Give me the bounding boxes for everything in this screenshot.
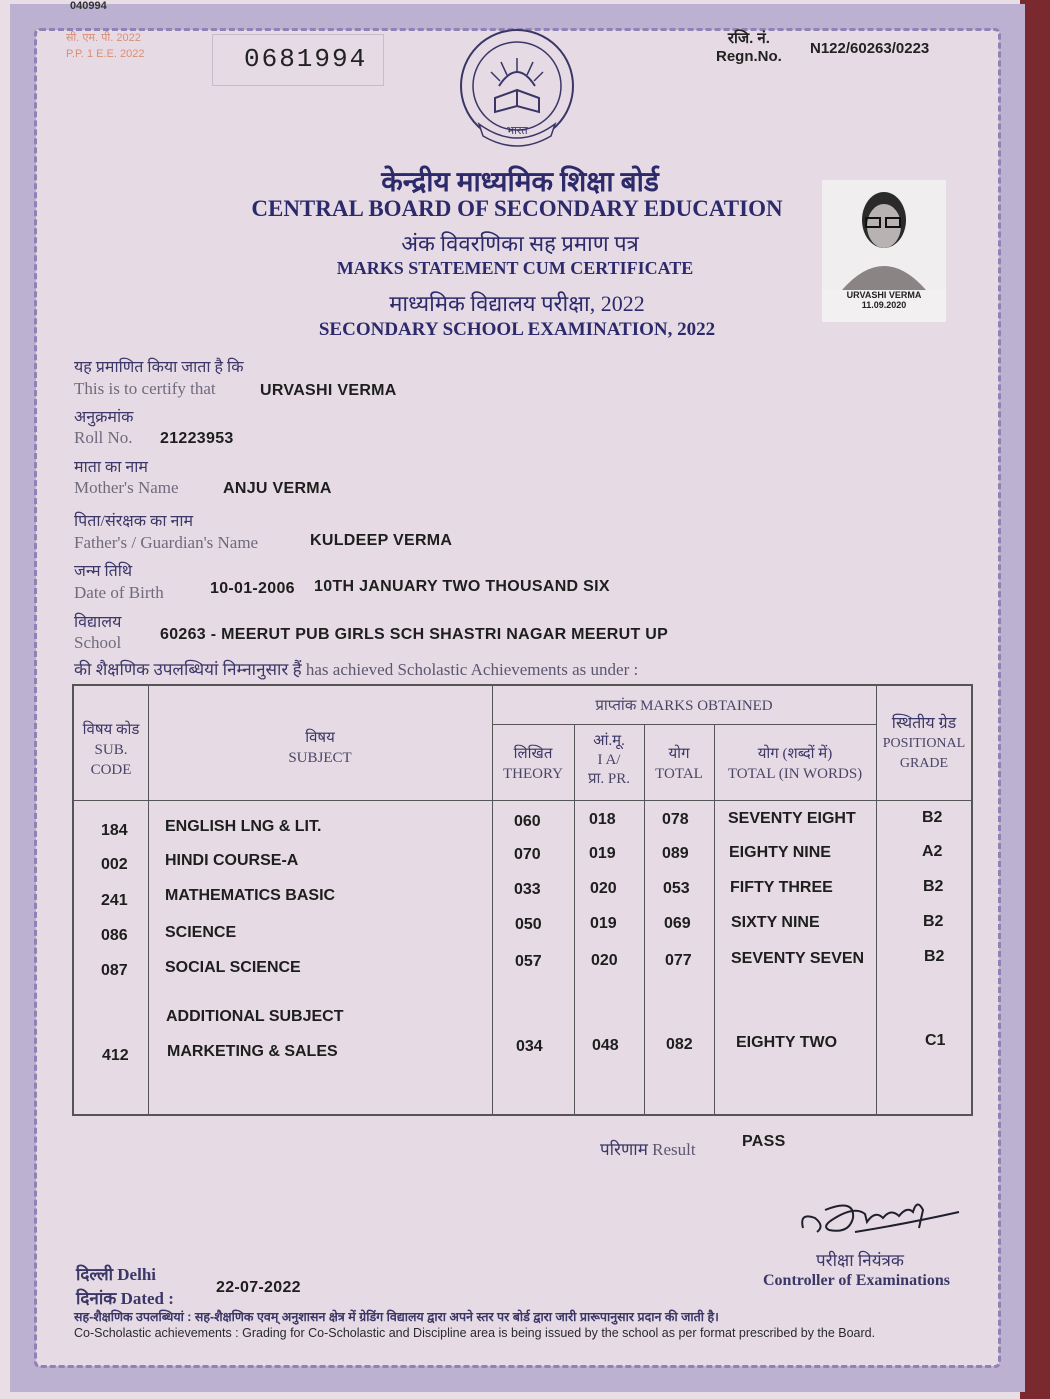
row-words: SEVENTY SEVEN	[731, 950, 865, 967]
row-total: 077	[665, 952, 692, 969]
row-ia: 018	[589, 811, 616, 828]
row-subject: ENGLISH LNG & LIT.	[165, 818, 322, 835]
col-ia-en: I A/	[597, 752, 621, 768]
row-theory: 057	[515, 953, 542, 970]
exam-title-hi: माध्यमिक विद्यालय परीक्षा, 2022	[389, 291, 645, 316]
col-ia-header	[574, 732, 644, 789]
controller-label-hi: परीक्षा नियंत्रक	[816, 1251, 904, 1270]
row-total: 069	[664, 915, 691, 932]
place-en: Delhi	[117, 1265, 157, 1284]
row-code: 002	[101, 856, 128, 873]
regn-number: N122/60263/0223	[810, 40, 930, 57]
col-ia-hi: आं.मू.	[593, 733, 625, 749]
col-code-hi: विषय कोड	[82, 722, 140, 738]
dated-en: Dated :	[120, 1289, 174, 1308]
col-grade-en-1: POSITIONAL	[882, 736, 966, 751]
place-hi: दिल्ली	[76, 1265, 114, 1284]
regn-label	[716, 30, 782, 66]
cert-title-en: MARKS STATEMENT CUM CERTIFICATE	[336, 258, 694, 278]
row-subject: HINDI COURSE-A	[165, 852, 299, 869]
father-label-hi: पिता/संरक्षक का नाम	[74, 513, 194, 530]
board-title-en: CENTRAL BOARD OF SECONDARY EDUCATION	[251, 196, 783, 221]
row-words: SIXTY NINE	[731, 914, 820, 931]
additional-subject-label: ADDITIONAL SUBJECT	[166, 1008, 344, 1025]
row-subject: MATHEMATICS BASIC	[165, 887, 336, 904]
emblem-bottom-text: भारत	[506, 125, 528, 137]
marks-obtained-header: प्राप्तांक MARKS OBTAINED	[595, 698, 773, 714]
roll-label-hi: अनुक्रमांक	[74, 409, 134, 426]
row-total: 078	[662, 811, 689, 828]
stamp-line-2: P.P. 1 E.E. 2022	[66, 48, 145, 60]
row-theory: 034	[516, 1038, 543, 1055]
row-grade: B2	[922, 809, 943, 826]
co-scholastic-note-hi: सह-शैक्षणिक उपलब्धियां : सह-शैक्षणिक एवम् अनुशासन क्षेत्र में ग्रेडिंग विद्यालय द्वारा अपने स्तर पर बोर्ड द्वारा जारी प्रारूपानुसार प्रदान की जाती है।	[74, 1310, 719, 1324]
row-grade: A2	[922, 843, 943, 860]
row-code: 086	[101, 927, 128, 944]
student-photo-image	[822, 180, 946, 290]
date-of-birth-words: 10TH JANUARY TWO THOUSAND SIX	[314, 578, 610, 595]
row-theory: 070	[514, 846, 541, 863]
row-ia: 020	[590, 880, 617, 897]
achievements-en: has achieved Scholastic Achievements as under :	[305, 660, 639, 679]
row-total: 053	[663, 880, 690, 897]
photo-caption-name: URVASHI VERMA	[846, 290, 922, 300]
row-code: 184	[101, 822, 128, 839]
row-grade: B2	[924, 948, 945, 965]
co-scholastic-note-en: Co-Scholastic achievements : Grading for Co-Scholastic and Discipline area is being issued by the school as per format prescribed by the Board.	[74, 1326, 876, 1340]
issue-date: 22-07-2022	[216, 1279, 301, 1296]
exam-title-en: SECONDARY SCHOOL EXAMINATION, 2022	[318, 319, 716, 340]
dated-hi: दिनांक	[76, 1289, 117, 1308]
row-code: 087	[101, 962, 128, 979]
col-ia-pr: प्रा. PR.	[587, 771, 631, 787]
col-subject-hi: विषय	[305, 730, 335, 746]
dob-label-hi: जन्म तिथि	[74, 563, 133, 580]
top-left-number: 040994	[70, 0, 107, 12]
row-subject: SOCIAL SCIENCE	[165, 959, 301, 976]
serial-number: 0681994	[244, 44, 368, 74]
stamp-line-1: सी. एम. पी. 2022	[66, 32, 141, 44]
result-label	[600, 1137, 696, 1160]
col-words-en: TOTAL (IN WORDS)	[727, 766, 863, 782]
col-subject-header	[148, 728, 492, 768]
row-ia: 019	[590, 915, 617, 932]
row-ia: 020	[591, 952, 618, 969]
col-total-en: TOTAL	[655, 766, 703, 782]
controller-signature	[795, 1188, 965, 1248]
photo-caption	[822, 290, 946, 310]
row-ia: 048	[592, 1037, 619, 1054]
mother-label-hi: माता का नाम	[74, 459, 149, 476]
red-stamp	[66, 30, 204, 68]
row-total: 082	[666, 1036, 693, 1053]
board-title-hi: केन्द्रीय माध्यमिक शिक्षा बोर्ड	[381, 167, 659, 198]
roll-label-en: Roll No.	[74, 428, 133, 447]
col-code-header	[74, 720, 148, 780]
date-of-birth: 10-01-2006	[210, 580, 295, 597]
row-words: FIFTY THREE	[730, 879, 833, 896]
row-code: 412	[102, 1047, 129, 1064]
col-words-hi: योग (शब्दों में)	[757, 746, 833, 762]
col-total-hi: योग	[668, 746, 690, 762]
row-theory: 033	[514, 881, 541, 898]
place-label	[76, 1262, 156, 1285]
achievements-line	[74, 657, 638, 680]
row-subject: SCIENCE	[165, 924, 237, 941]
regn-label-en: Regn.No.	[716, 48, 782, 65]
col-code-en-2: CODE	[90, 762, 132, 778]
col-theory-header	[492, 744, 574, 784]
regn-label-hi: रजि. नं.	[727, 30, 770, 47]
certify-label-en: This is to certify that	[74, 379, 216, 398]
col-theory-en: THEORY	[503, 766, 563, 782]
col-theory-hi: लिखित	[513, 746, 553, 762]
cbse-emblem-logo	[455, 28, 579, 152]
result-label-en: Result	[652, 1140, 696, 1159]
col-grade-en-2: GRADE	[899, 756, 949, 771]
row-theory: 060	[514, 813, 541, 830]
col-code-en-1: SUB.	[94, 742, 128, 758]
col-subject-en: SUBJECT	[288, 750, 352, 766]
father-label-en: Father's / Guardian's Name	[74, 533, 259, 552]
achievements-hi: की शैक्षणिक उपलब्धियां निम्नानुसार हैं	[74, 660, 302, 679]
col-grade-header	[876, 714, 972, 774]
row-theory: 050	[515, 916, 542, 933]
father-name: KULDEEP VERMA	[310, 532, 453, 549]
roll-number: 21223953	[160, 430, 234, 447]
cert-title-hi: अंक विवरणिका सह प्रमाण पत्र	[401, 231, 639, 256]
photo-caption-date: 11.09.2020	[861, 300, 907, 310]
result-value: PASS	[742, 1133, 786, 1150]
school-label-en: School	[74, 633, 122, 652]
dated-label	[76, 1286, 174, 1309]
row-words: EIGHTY NINE	[729, 844, 831, 861]
mother-label-en: Mother's Name	[74, 478, 179, 497]
col-total-header	[644, 744, 714, 784]
row-total: 089	[662, 845, 689, 862]
table-divider	[492, 724, 876, 725]
student-name: URVASHI VERMA	[260, 382, 397, 399]
row-subject: MARKETING & SALES	[167, 1043, 338, 1060]
school-label-hi: विद्यालय	[74, 614, 122, 631]
row-words: SEVENTY EIGHT	[728, 810, 856, 827]
row-grade: C1	[925, 1032, 946, 1049]
mother-name: ANJU VERMA	[223, 480, 332, 497]
result-label-hi: परिणाम	[600, 1140, 648, 1159]
row-words: EIGHTY TWO	[736, 1034, 838, 1051]
controller-label-en: Controller of Examinations	[763, 1272, 950, 1289]
col-grade-hi: स्थितीय ग्रेड	[891, 715, 957, 732]
row-code: 241	[101, 892, 128, 909]
row-grade: B2	[923, 878, 944, 895]
table-divider	[74, 800, 971, 801]
col-words-header	[714, 744, 876, 784]
row-ia: 019	[589, 845, 616, 862]
dob-label-en: Date of Birth	[74, 583, 164, 602]
school-name: 60263 - MEERUT PUB GIRLS SCH SHASTRI NAGAR MEERUT UP	[160, 626, 669, 643]
certify-label-hi: यह प्रमाणित किया जाता है कि	[74, 359, 244, 376]
row-grade: B2	[923, 913, 944, 930]
